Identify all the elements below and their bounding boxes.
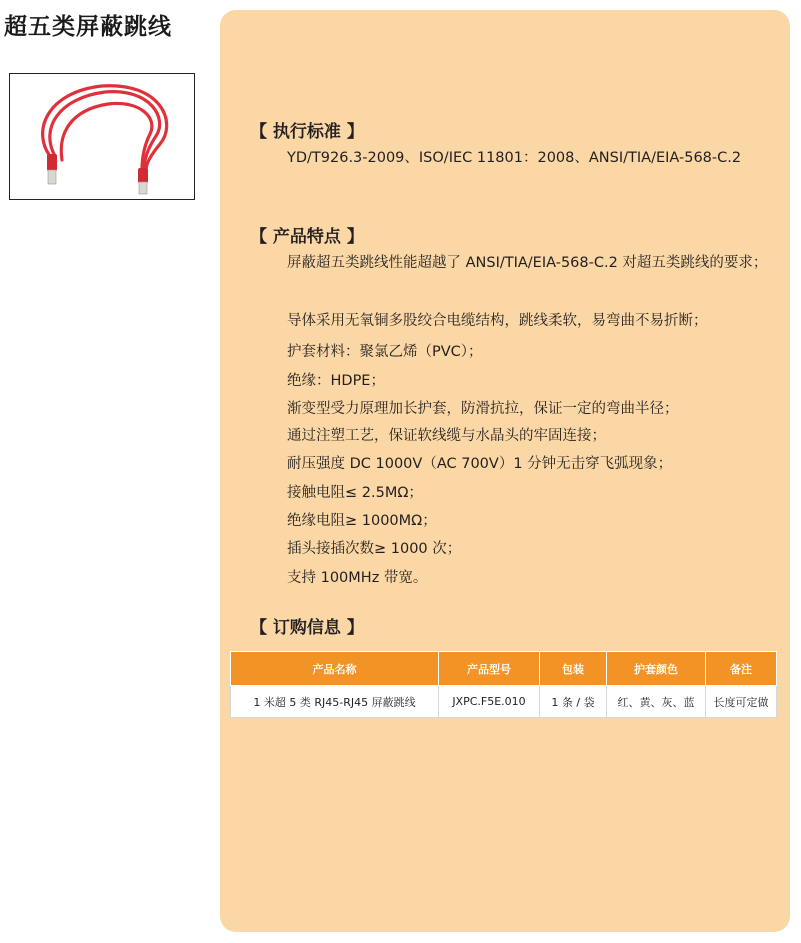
cell-package: 1 条 / 袋 xyxy=(540,686,607,718)
feature-item: 绝缘电阻≥ 1000MΩ； xyxy=(287,513,437,529)
order-table xyxy=(230,651,777,718)
column-header-color: 护套颜色 xyxy=(607,652,706,686)
standard-text: YD/T926.3-2009、ISO/IEC 11801：2008、ANSI/TIA/EIA-568-C.2 xyxy=(287,150,742,166)
column-header-note: 备注 xyxy=(706,652,777,686)
standard-heading: 【 执行标准 】 xyxy=(250,122,364,142)
feature-item: 护套材料：聚氯乙烯（PVC）； xyxy=(287,344,483,360)
cell-model: JXPC.F5E.010 xyxy=(439,686,540,718)
feature-item: 渐变型受力原理加长护套，防滑抗拉，保证一定的弯曲半径； xyxy=(287,401,679,417)
red-patch-cable-photo-icon xyxy=(10,74,193,198)
table-row xyxy=(231,686,777,718)
cell-name: 1 米超 5 类 RJ45-RJ45 屏蔽跳线 xyxy=(231,686,439,718)
column-header-name: 产品名称 xyxy=(231,652,439,686)
features-heading: 【 产品特点 】 xyxy=(250,227,364,247)
feature-item: 接触电阻≤ 2.5MΩ； xyxy=(287,485,423,501)
feature-item: 通过注塑工艺，保证软线缆与水晶头的牢固连接； xyxy=(287,428,606,444)
feature-item: 绝缘：HDPE； xyxy=(287,373,385,389)
order-heading: 【 订购信息 】 xyxy=(250,618,364,638)
page-title: 超五类屏蔽跳线 xyxy=(4,14,172,40)
feature-item: 插头接插次数≥ 1000 次； xyxy=(287,541,462,557)
table-header-row xyxy=(231,652,777,686)
features-intro: 屏蔽超五类跳线性能超越了 ANSI/TIA/EIA-568-C.2 对超五类跳线的要求； xyxy=(287,255,768,271)
column-header-model: 产品型号 xyxy=(439,652,540,686)
cell-color: 红、黄、灰、蓝 xyxy=(607,686,706,718)
product-photo xyxy=(9,73,195,200)
feature-item: 导体采用无氧铜多股绞合电缆结构，跳线柔软，易弯曲不易折断； xyxy=(287,313,708,329)
cell-note: 长度可定做 xyxy=(706,686,777,718)
feature-item: 支持 100MHz 带宽。 xyxy=(287,570,428,586)
feature-item: 耐压强度 DC 1000V（AC 700V）1 分钟无击穿飞弧现象； xyxy=(287,456,673,472)
column-header-package: 包装 xyxy=(540,652,607,686)
